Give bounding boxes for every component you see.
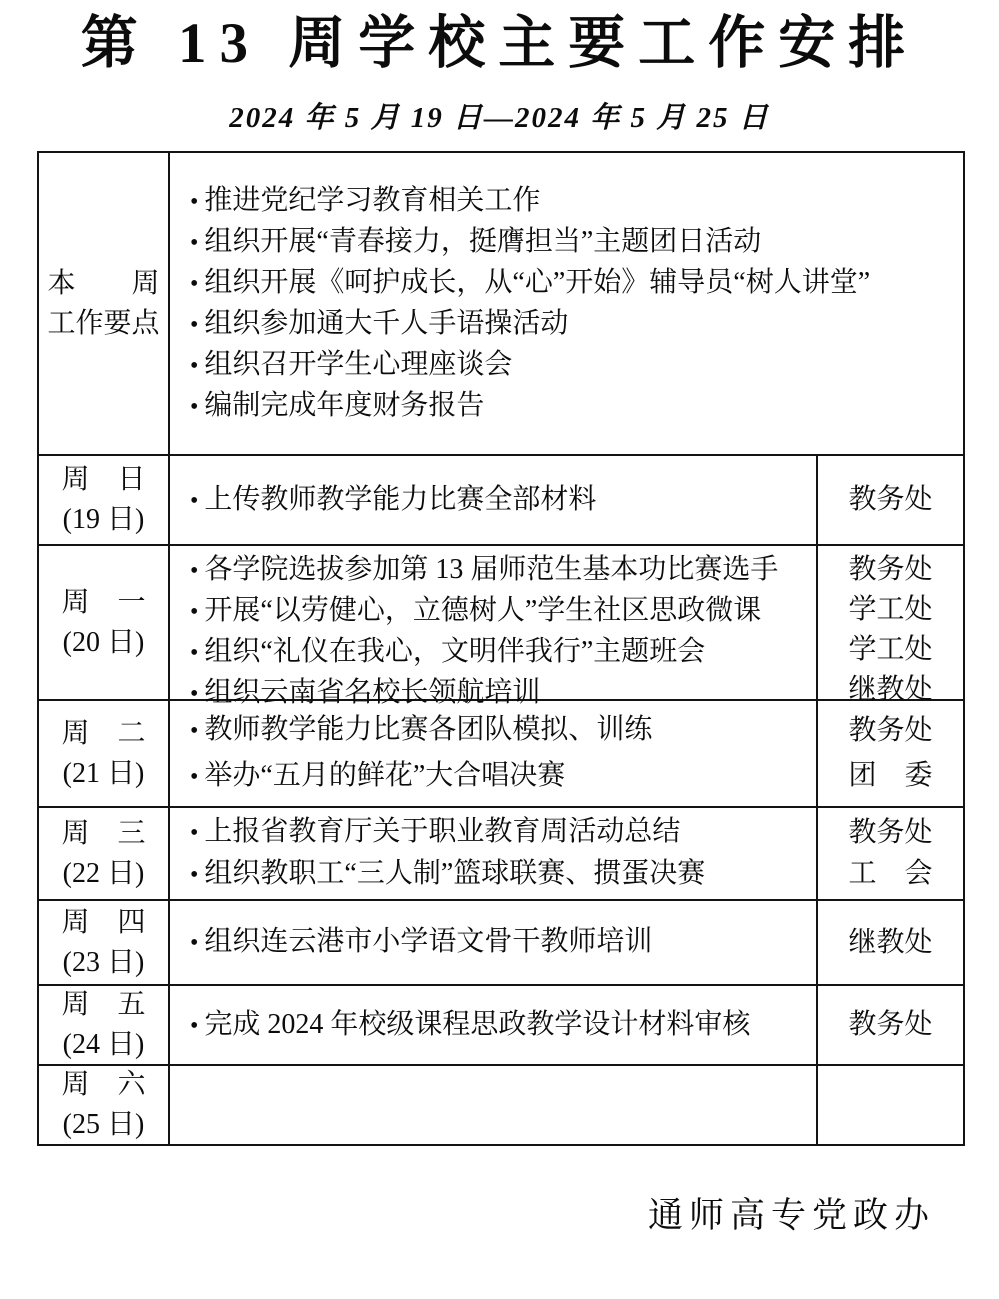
- day-row: [39, 699, 963, 806]
- date-label: (25 日): [62, 1109, 145, 1140]
- dept-cell: [816, 456, 963, 544]
- dept-label: 教务处: [848, 714, 933, 746]
- day-name: 周 二: [61, 717, 146, 749]
- work-item: • 组织连云港市小学语文骨干教师培训: [190, 922, 806, 963]
- page-subtitle: 2024 年 5 月 19 日—2024 年 5 月 25 日: [229, 102, 770, 134]
- date-label: (22 日): [62, 857, 145, 889]
- footer-signature: 通师高专党政办: [647, 1196, 935, 1235]
- day-label-cell: [39, 808, 170, 899]
- date-label: (20 日): [62, 626, 145, 658]
- date-label: (19 日): [62, 504, 145, 535]
- schedule-table: [37, 151, 965, 1146]
- work-item: • 各学院选拔参加第 13 届师范生基本功比赛选手: [190, 550, 806, 591]
- work-item: • 组织开展《呵护成长，从“心”开始》辅导员“树人讲堂”: [190, 263, 953, 304]
- dept-label: 教务处: [848, 484, 933, 515]
- day-label-cell: [39, 701, 170, 806]
- document-page: [0, 8, 999, 1299]
- work-item: • 组织教职工“三人制”篮球联赛、掼蛋决赛: [190, 854, 806, 895]
- day-name: 周 日: [61, 464, 146, 495]
- work-item: • 推进党纪学习教育相关工作: [190, 181, 953, 222]
- dept-label: 教务处: [848, 1009, 933, 1040]
- dept-cell: [816, 901, 963, 984]
- summary-content-cell: [170, 153, 963, 454]
- date-label: (21 日): [62, 757, 145, 789]
- day-name: 周 六: [61, 1069, 146, 1100]
- day-label-cell: [39, 1066, 170, 1144]
- work-item: • 组织云南省名校长领航培训: [190, 673, 806, 714]
- work-item: • 编制完成年度财务报告: [190, 386, 953, 427]
- day-row: [39, 1064, 963, 1144]
- day-row: [39, 899, 963, 984]
- work-item: • 举办“五月的鲜花”大合唱决赛: [190, 756, 806, 797]
- work-item: • 开展“以劳健心，立德树人”学生社区思政微课: [190, 591, 806, 632]
- date-label: (24 日): [62, 1029, 145, 1060]
- summary-label-line: 本 周: [47, 267, 160, 299]
- page-title: 第 13 周学校主要工作安排: [80, 12, 919, 75]
- work-item: • 组织参加通大千人手语操活动: [190, 304, 953, 345]
- work-item: • 组织“礼仪在我心，文明伴我行”主题班会: [190, 632, 806, 673]
- day-name: 周 五: [61, 989, 146, 1020]
- dept-cell: [816, 701, 963, 806]
- day-content-cell: [170, 701, 816, 806]
- dept-label: 团 委: [848, 760, 933, 792]
- dept-label: 工 会: [848, 858, 933, 889]
- day-name: 周 三: [61, 817, 146, 849]
- day-content-cell: [170, 546, 816, 708]
- day-row: [39, 984, 963, 1064]
- work-item: • 完成 2024 年校级课程思政教学设计材料审核: [190, 1005, 806, 1046]
- dept-cell: [816, 546, 963, 705]
- day-name: 周 四: [61, 906, 146, 938]
- day-content-cell: [170, 986, 816, 1064]
- day-name: 周 一: [61, 586, 146, 618]
- summary-label-line: 工作要点: [47, 307, 160, 339]
- summary-label-cell: [39, 153, 170, 454]
- dept-label: 继教处: [848, 926, 933, 958]
- day-row: [39, 806, 963, 899]
- day-content-cell: [170, 808, 816, 899]
- summary-row: [39, 153, 963, 454]
- work-item: • 组织召开学生心理座谈会: [190, 345, 953, 386]
- dept-cell: [816, 1066, 963, 1144]
- work-item: • 上传教师教学能力比赛全部材料: [190, 480, 806, 521]
- day-row: [39, 454, 963, 544]
- dept-label: 继教处: [848, 674, 933, 705]
- day-content-cell: [170, 456, 816, 544]
- work-item: • 教师教学能力比赛各团队模拟、训练: [190, 710, 806, 751]
- work-item: • 组织开展“青春接力，挺膺担当”主题团日活动: [190, 222, 953, 263]
- day-content-cell: [170, 1066, 816, 1144]
- date-label: (23 日): [62, 946, 145, 978]
- work-item: • 上报省教育厅关于职业教育周活动总结: [190, 812, 806, 853]
- day-label-cell: [39, 456, 170, 544]
- day-label-cell: [39, 546, 170, 699]
- dept-label: 教务处: [848, 817, 933, 848]
- day-row: [39, 544, 963, 708]
- dept-label: 学工处: [848, 594, 933, 625]
- day-content-cell: [170, 901, 816, 984]
- dept-label: 教务处: [848, 554, 933, 585]
- dept-cell: [816, 808, 963, 899]
- dept-label: 学工处: [848, 634, 933, 665]
- dept-cell: [816, 986, 963, 1064]
- day-label-cell: [39, 986, 170, 1064]
- day-label-cell: [39, 901, 170, 984]
